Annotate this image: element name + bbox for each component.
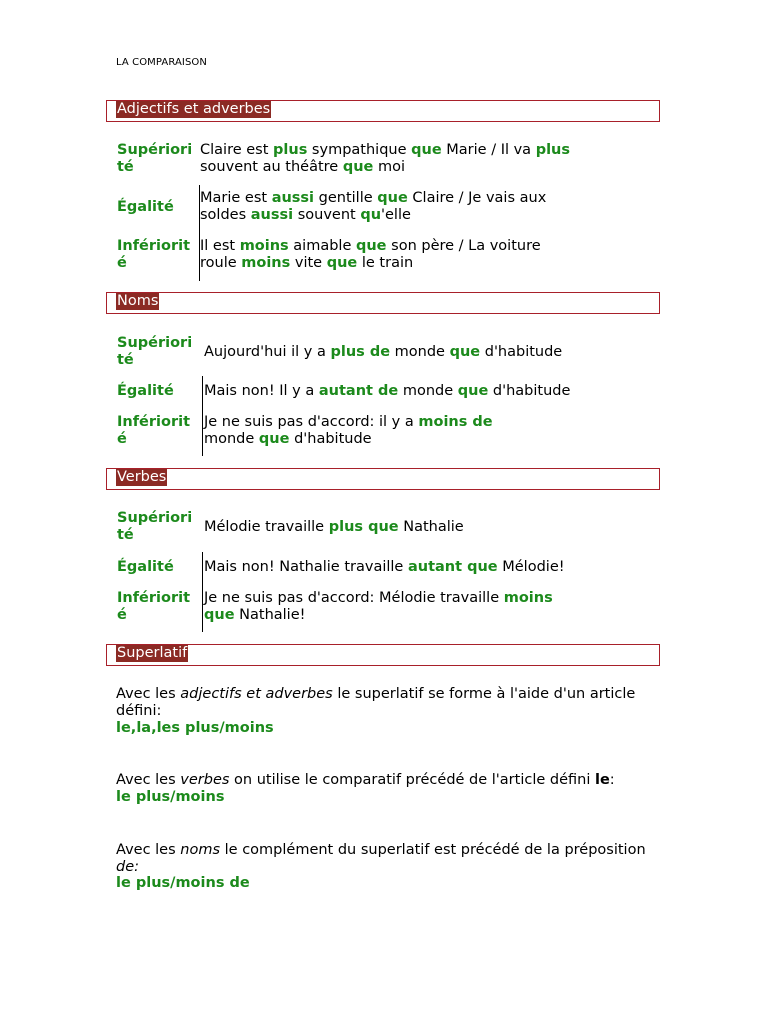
example-text xyxy=(204,590,584,624)
text-run: moi xyxy=(373,159,406,175)
keyword-highlight: aussi xyxy=(271,190,315,206)
example-text xyxy=(204,383,624,400)
text-run: Mélodie travaille xyxy=(204,519,329,535)
keyword-highlight: qu xyxy=(360,207,382,223)
text-run: sympathique xyxy=(307,142,412,158)
column-divider xyxy=(202,376,203,456)
text-run: monde xyxy=(204,431,259,447)
keyword-highlight: plus xyxy=(535,142,570,158)
keyword-highlight: plus de xyxy=(330,344,391,360)
term-inferiorite: Infériorité xyxy=(117,414,190,447)
text-run: Avec les xyxy=(116,772,181,788)
term-superiorite: Supériorité xyxy=(117,510,193,543)
text-run: Nathalie xyxy=(398,519,464,535)
keyword-highlight: que xyxy=(377,190,408,206)
text-run: Aujourd'hui il y a xyxy=(204,344,331,360)
superlatif-paragraph-noms xyxy=(116,842,656,876)
example-text xyxy=(204,519,624,536)
keyword-highlight: moins que xyxy=(204,590,553,623)
text-run: monde xyxy=(390,344,450,360)
keyword-highlight: moins xyxy=(241,255,291,271)
term-egalite: Égalité xyxy=(117,383,174,399)
text-run: le superlatif se forme à l'aide d'un article défini: xyxy=(116,686,636,719)
text-run: Mais non! Nathalie travaille xyxy=(204,559,408,575)
text-run: souvent au théâtre xyxy=(200,159,343,175)
text-run: Avec les xyxy=(116,686,181,702)
text-run: Je ne suis pas d'accord: il y a xyxy=(204,414,419,430)
text-run: aimable xyxy=(288,238,356,254)
example-text xyxy=(204,414,504,448)
superlatif-formula-noms: le plus/moins de xyxy=(116,875,250,891)
text-run: souvent xyxy=(293,207,361,223)
text-run: d'habitude xyxy=(289,431,372,447)
section-header-noms xyxy=(106,292,660,314)
text-run: Il est xyxy=(200,238,240,254)
text-run: 'elle xyxy=(381,207,411,223)
section-header-adjectifs xyxy=(106,100,660,122)
text-run: Claire est xyxy=(200,142,274,158)
keyword-highlight: autant de xyxy=(318,383,399,399)
keyword-highlight: que xyxy=(342,159,374,175)
keyword-highlight: le xyxy=(594,772,610,788)
keyword-highlight: plus que xyxy=(328,519,399,535)
superlatif-paragraph-verbes xyxy=(116,772,656,789)
section-label: Adjectifs et adverbes xyxy=(117,101,271,117)
text-run: Mais non! Il y a xyxy=(204,383,319,399)
text-run: Mélodie! xyxy=(497,559,565,575)
italic-term: noms xyxy=(180,842,221,858)
text-run: Avec les xyxy=(116,842,181,858)
keyword-highlight: que xyxy=(449,344,481,360)
section-header-superlatif xyxy=(106,644,660,666)
column-divider xyxy=(202,552,203,632)
keyword-highlight: aussi xyxy=(250,207,294,223)
section-label: Noms xyxy=(117,293,159,309)
section-header-verbes xyxy=(106,468,660,490)
superlatif-formula-adjectifs: le,la,les plus/moins xyxy=(116,720,274,736)
keyword-highlight: que xyxy=(355,238,387,254)
text-run: d'habitude xyxy=(488,383,571,399)
text-run: Je ne suis pas d'accord: Mélodie travaille xyxy=(204,590,504,606)
italic-term: adjectifs et adverbes xyxy=(180,686,333,702)
text-run: le train xyxy=(357,255,414,271)
term-egalite: Égalité xyxy=(117,199,174,215)
keyword-highlight: que xyxy=(326,255,358,271)
term-inferiorite: Infériorité xyxy=(117,238,190,271)
text-run: vite xyxy=(290,255,327,271)
document-title: LA COMPARAISON xyxy=(116,57,207,68)
example-text xyxy=(200,190,580,224)
term-superiorite: Supériorité xyxy=(117,335,193,368)
term-egalite: Égalité xyxy=(117,559,174,575)
text-run: Marie est xyxy=(200,190,272,206)
superlatif-formula-verbes: le plus/moins xyxy=(116,789,225,805)
keyword-highlight: que xyxy=(457,383,489,399)
term-inferiorite: Infériorité xyxy=(117,590,190,623)
example-text xyxy=(204,344,624,361)
italic-term: verbes xyxy=(180,772,230,788)
italic-term: de: xyxy=(116,859,140,875)
text-run: le complément du superlatif est précédé de la préposition xyxy=(220,842,646,858)
term-superiorite: Supériorité xyxy=(117,142,193,175)
text-run: d'habitude xyxy=(480,344,563,360)
text-run: Nathalie! xyxy=(234,607,306,623)
superlatif-paragraph-adjectifs xyxy=(116,686,656,720)
text-run: gentille xyxy=(314,190,378,206)
keyword-highlight: plus xyxy=(273,142,308,158)
keyword-highlight: que xyxy=(411,142,442,158)
example-text xyxy=(200,238,570,272)
text-run: Claire / Je vais aux soldes xyxy=(200,190,547,223)
text-run: on utilise le comparatif précédé de l'article défini xyxy=(229,772,595,788)
section-label: Superlatif xyxy=(117,645,188,661)
keyword-highlight: que xyxy=(258,431,290,447)
text-run: Marie / Il va xyxy=(441,142,536,158)
keyword-highlight: moins de xyxy=(418,414,493,430)
text-run: son père / La voiture roule xyxy=(200,238,541,271)
text-run: monde xyxy=(398,383,458,399)
example-text xyxy=(200,142,570,176)
text-run: : xyxy=(609,772,615,788)
example-text xyxy=(204,559,624,576)
section-label: Verbes xyxy=(117,469,167,485)
keyword-highlight: autant que xyxy=(407,559,498,575)
keyword-highlight: moins xyxy=(239,238,289,254)
